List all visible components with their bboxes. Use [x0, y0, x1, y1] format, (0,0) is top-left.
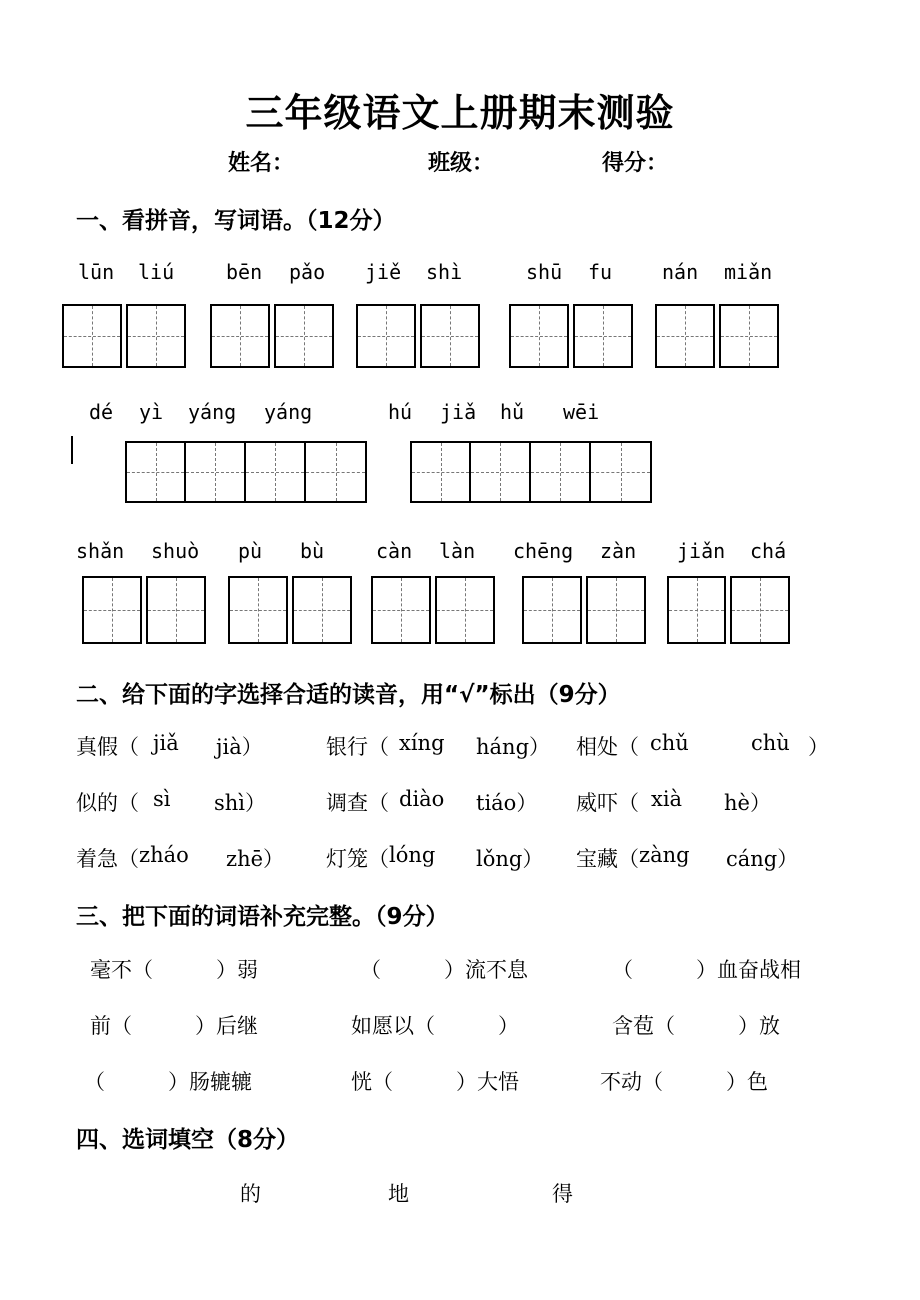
writing-cell[interactable] [471, 441, 531, 503]
pinyin: miǎn [724, 260, 773, 284]
word-choice: 地 [388, 1182, 409, 1206]
pinyin: fu [588, 260, 613, 284]
reading-word: 威吓（ [576, 791, 639, 815]
reading-option[interactable]: xíng [399, 731, 445, 755]
reading-option[interactable]: sì [153, 787, 171, 811]
pinyin: lūn [78, 260, 115, 284]
writing-grid[interactable] [667, 576, 790, 644]
section2-heading: 二、给下面的字选择合适的读音，用“√”标出（9分） [76, 682, 621, 708]
reading-word: 调查（ [326, 791, 389, 815]
writing-cell[interactable] [246, 441, 306, 503]
writing-cell[interactable] [591, 441, 652, 503]
writing-cell[interactable] [306, 441, 367, 503]
writing-grid[interactable] [228, 576, 352, 644]
pinyin: shì [426, 260, 463, 284]
writing-cell[interactable] [531, 441, 591, 503]
pinyin: dé [89, 400, 114, 424]
writing-grid[interactable] [522, 576, 646, 644]
reading-close-paren: ） [808, 735, 829, 759]
section4-heading: 四、选词填空（8分） [76, 1127, 300, 1153]
class-label: 班级： [428, 150, 495, 176]
word-choice: 得 [552, 1182, 573, 1206]
reading-option[interactable]: tiáo） [476, 791, 538, 815]
writing-grid[interactable] [410, 441, 652, 503]
section1-heading: 一、看拼音，写词语。（12分） [76, 208, 396, 234]
reading-option[interactable]: hè） [724, 791, 771, 815]
pinyin: chēng [513, 539, 574, 563]
pinyin: pù [238, 539, 263, 563]
writing-cell[interactable] [274, 304, 334, 368]
reading-word: 相处（ [576, 735, 639, 759]
writing-grid[interactable] [82, 576, 206, 644]
writing-cell[interactable] [125, 441, 186, 503]
writing-cell[interactable] [82, 576, 142, 644]
word-choice: 的 [240, 1182, 261, 1206]
writing-cell[interactable] [410, 441, 471, 503]
idiom-blank[interactable]: 如愿以（ ） [351, 1014, 519, 1038]
writing-cell[interactable] [719, 304, 779, 368]
reading-option[interactable]: chǔ [650, 731, 689, 755]
writing-grid[interactable] [371, 576, 495, 644]
pinyin: bēn [226, 260, 263, 284]
reading-word: 真假（ [76, 735, 139, 759]
pinyin: hǔ [500, 400, 525, 424]
reading-option[interactable]: chù [751, 731, 790, 755]
pinyin: shū [526, 260, 563, 284]
writing-cell[interactable] [126, 304, 186, 368]
pinyin: nán [662, 260, 699, 284]
writing-grid[interactable] [509, 304, 633, 368]
writing-grid[interactable] [62, 304, 186, 368]
reading-option[interactable]: jiǎ [153, 731, 179, 755]
writing-cell[interactable] [667, 576, 726, 644]
writing-cell[interactable] [228, 576, 288, 644]
idiom-blank[interactable]: 恍（ ）大悟 [351, 1070, 519, 1094]
section3-heading: 三、把下面的词语补充完整。（9分） [76, 904, 449, 930]
reading-option[interactable]: háng） [476, 735, 551, 759]
pinyin: zàn [600, 539, 637, 563]
reading-word: 着急（ [76, 847, 139, 871]
writing-cell[interactable] [655, 304, 715, 368]
reading-option[interactable]: zhē） [226, 847, 285, 871]
reading-option[interactable]: zháo [139, 843, 189, 867]
idiom-blank[interactable]: 含苞（ ）放 [612, 1014, 780, 1038]
reading-option[interactable]: cáng） [726, 847, 799, 871]
writing-grid[interactable] [125, 441, 367, 503]
idiom-blank[interactable]: 不动（ ）色 [600, 1070, 768, 1094]
writing-cell[interactable] [62, 304, 122, 368]
writing-cell[interactable] [210, 304, 270, 368]
reading-option[interactable]: lǒng） [476, 847, 544, 871]
reading-option[interactable]: zàng [639, 843, 690, 867]
pinyin: yáng [188, 400, 237, 424]
reading-option[interactable]: lóng [389, 843, 436, 867]
pinyin: yáng [264, 400, 313, 424]
reading-option[interactable]: diào [399, 787, 445, 811]
writing-grid[interactable] [655, 304, 779, 368]
pinyin: shuò [151, 539, 200, 563]
writing-cell[interactable] [371, 576, 431, 644]
writing-cell[interactable] [146, 576, 206, 644]
writing-cell[interactable] [186, 441, 246, 503]
reading-word: 宝藏（ [576, 847, 639, 871]
reading-word: 似的（ [76, 791, 139, 815]
name-label: 姓名： [228, 150, 295, 176]
pinyin: yì [139, 400, 164, 424]
idiom-blank[interactable]: 前（ ）后继 [90, 1014, 258, 1038]
reading-word: 银行（ [326, 735, 389, 759]
writing-cell[interactable] [420, 304, 480, 368]
reading-option[interactable]: xià [651, 787, 683, 811]
writing-grid[interactable] [356, 304, 480, 368]
writing-grid[interactable] [210, 304, 334, 368]
pinyin: liú [138, 260, 175, 284]
pinyin: hú [388, 400, 413, 424]
writing-cell[interactable] [573, 304, 633, 368]
pinyin: bù [300, 539, 325, 563]
pinyin: shǎn [76, 539, 125, 563]
writing-cell[interactable] [730, 576, 790, 644]
idiom-blank[interactable]: （ ）肠辘辘 [84, 1070, 252, 1094]
writing-cell[interactable] [586, 576, 646, 644]
idiom-blank[interactable]: 毫不（ ）弱 [90, 958, 258, 982]
idiom-blank[interactable]: （ ）流不息 [360, 958, 528, 982]
idiom-blank[interactable]: （ ）血奋战相 [612, 958, 801, 982]
pinyin: jiǎn [677, 539, 726, 563]
writing-cell[interactable] [435, 576, 495, 644]
text-cursor [71, 436, 73, 464]
score-label: 得分： [602, 150, 669, 176]
pinyin: jiě [365, 260, 402, 284]
pinyin: chá [750, 539, 787, 563]
pinyin: pǎo [289, 260, 326, 284]
pinyin: làn [439, 539, 476, 563]
writing-cell[interactable] [522, 576, 582, 644]
writing-cell[interactable] [356, 304, 416, 368]
pinyin: wēi [563, 400, 600, 424]
pinyin: càn [376, 539, 413, 563]
reading-option[interactable]: shì） [214, 791, 267, 815]
writing-cell[interactable] [292, 576, 352, 644]
pinyin: jiǎ [440, 400, 477, 424]
reading-word: 灯笼（ [326, 847, 389, 871]
writing-cell[interactable] [509, 304, 569, 368]
reading-option[interactable]: jià） [216, 735, 263, 759]
page-title: 三年级语文上册期末测验 [245, 91, 675, 135]
